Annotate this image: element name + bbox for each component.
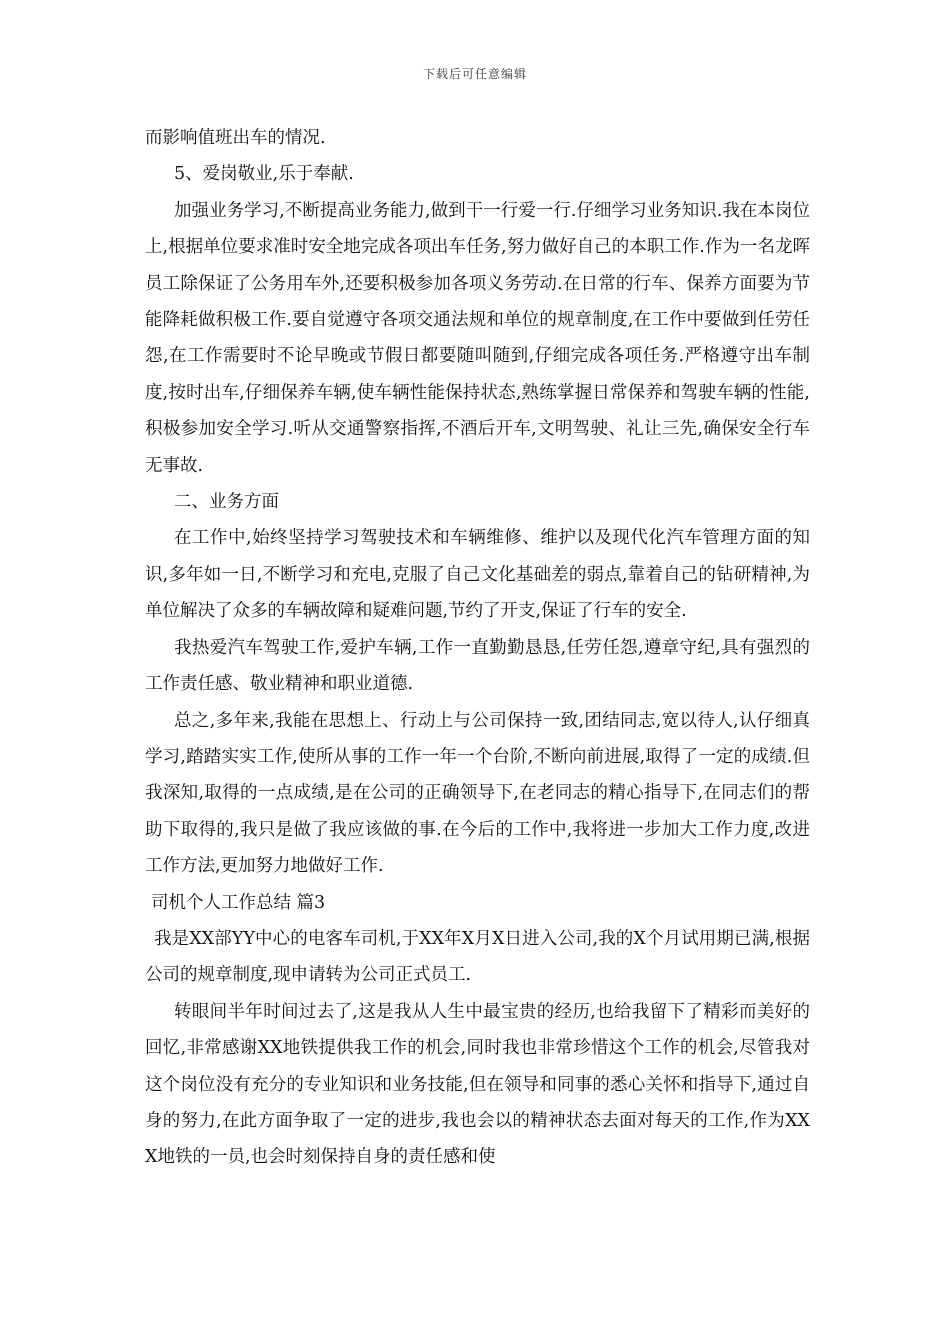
paragraph-skills: 在工作中,始终坚持学习驾驶技术和车辆维修、维护以及现代化汽车管理方面的知识,多年如一日,不断学习和充电,克服了自己文化基础差的弱点,靠着自己的钻研精神,为单位解决了众多的车辆故障和疑难问题,节约了开支,保证了行车的安全. [145, 528, 810, 622]
paragraph-love-work: 我热爱汽车驾驶工作,爱护车辆,工作一直勤勤恳恳,任劳任怨,遵章守纪,具有强烈的工作责任感、敬业精神和职业道德. [145, 637, 810, 695]
section-item-5: 5、爱岗敬业,乐于奉献. [174, 164, 354, 185]
article-title: 司机个人工作总结 篇3 [151, 892, 326, 913]
paragraph-continuation: 而影响值班出车的情况. [145, 128, 326, 148]
page-header: 下载后可任意编辑 [422, 67, 527, 81]
paragraph-summary: 总之,多年来,我能在思想上、行动上与公司保持一致,团结同志,宽以待人,认仔细真学习,踏踏实实工作,使所从事的工作一年一个台阶,不断向前进展,取得了一定的成绩.但我深知,取得的一点成绩,是在公司的正确领导下,在老同志的精心指导下,在同志们的帮助下取得的,我只是做了我应该做的事.在今后的工作中,我将进一步加大工作力度,改进工作方法,更加努力地做好工作. [145, 710, 810, 877]
section-heading-business: 二、业务方面 [174, 492, 279, 513]
paragraph-intro: 我是XX部YY中心的电客车司机,于XX年X月X日进入公司,我的X个月试用期已满,根据公司的规章制度,现申请转为公司正式员工. [145, 928, 810, 986]
document-body [145, 120, 810, 1176]
paragraph-experience: 转眼间半年时间过去了,这是我从人生中最宝贵的经历,也给我留下了精彩而美好的回忆,非常感谢XX地铁提供我工作的机会,同时我也非常珍惜这个工作的机会,尽管我对这个岗位没有充分的专业知识和业务技能,但在领导和同事的悉心关怀和指导下,通过自身的努力,在此方面争取了一定的进步,我也会以的精神状态去面对每天的工作,作为XXX地铁的一员,也会时刻保持自身的责任感和使 [145, 1001, 810, 1168]
paragraph-study: 加强业务学习,不断提高业务能力,做到干一行爱一行.仔细学习业务知识.我在本岗位上,根据单位要求准时安全地完成各项出车任务,努力做好自己的本职工作.作为一名龙晖员工除保证了公务用车外,还要积极参加各项义务劳动.在日常的行车、保养方面要为节能降耗做积极工作.要自觉遵守各项交通法规和单位的规章制度,在工作中要做到任劳任怨,在工作需要时不论早晚或节假日都要随叫随到,仔细完成各项任务.严格遵守出车制度,按时出车,仔细保养车辆,使车辆性能保持状态,熟练掌握日常保养和驾驶车辆的性能,积极参加安全学习.听从交通警察指挥,不酒后开车,文明驾驶、礼让三先,确保安全行车无事故. [145, 200, 810, 476]
